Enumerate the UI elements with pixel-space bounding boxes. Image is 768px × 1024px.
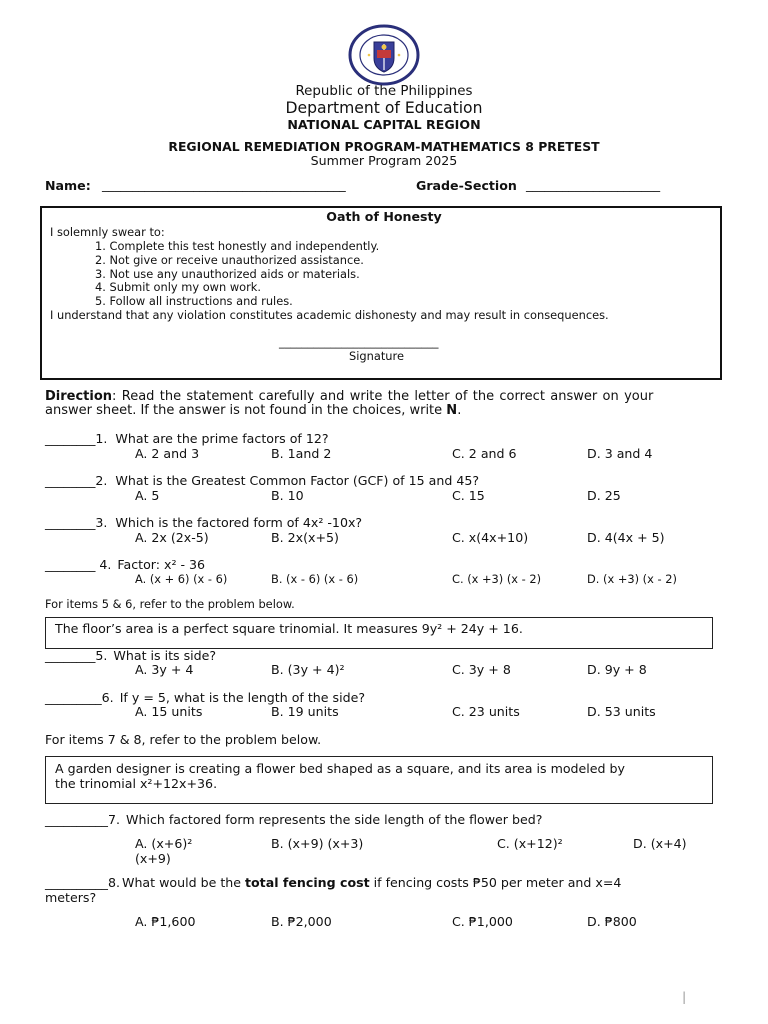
- choice-b: B. (x+9) (x+3): [271, 836, 364, 851]
- choice-b: B. (3y + 4)²: [271, 662, 345, 677]
- question-text-post: if fencing costs ₱50 per meter and x=4: [369, 875, 622, 890]
- test-title: REGIONAL REMEDIATION PROGRAM-MATHEMATICS 8 PRETEST: [168, 139, 600, 154]
- question-text: What are the prime factors of 12?: [115, 431, 329, 446]
- answer-blank[interactable]: ________5.: [45, 648, 108, 663]
- answer-blank[interactable]: ________ 4.: [45, 557, 112, 572]
- choice-a: A. 5: [135, 488, 160, 503]
- question-text: What is its side?: [113, 648, 217, 663]
- question-1: [45, 431, 329, 446]
- question-5: [45, 648, 216, 663]
- question-text-bold: total fencing cost: [245, 875, 370, 890]
- choice-b: B. (x - 6) (x - 6): [271, 572, 359, 586]
- question-text: Factor: x² - 36: [117, 557, 206, 572]
- choice-b: B. 1and 2: [271, 446, 332, 461]
- question-text-pre: What would be the: [122, 875, 245, 890]
- direction-text-2: answer sheet. If the answer is not found in the choices, write: [45, 403, 447, 418]
- question-2: [45, 473, 479, 488]
- choice-b: B. 10: [271, 488, 304, 503]
- question-6: [45, 690, 365, 705]
- refer-items-5-6: For items 5 & 6, refer to the problem below.: [45, 597, 295, 611]
- question-3: [45, 515, 362, 530]
- choice-a: A. 2 and 3: [135, 446, 200, 461]
- program-text: Summer Program 2025: [310, 153, 458, 168]
- choice-b: B. ₱2,000: [271, 914, 332, 929]
- problem-text-5-6: The floor’s area is a perfect square trinomial. It measures 9y² + 24y + 16.: [55, 621, 523, 636]
- direction-period: .: [457, 403, 462, 418]
- choice-d: D. 4(4x + 5): [587, 530, 665, 545]
- oath-item: 5. Follow all instructions and rules.: [95, 294, 293, 308]
- oath-item: 1. Complete this test honestly and independently.: [95, 239, 380, 253]
- oath-closing: I understand that any violation constitutes academic dishonesty and may result in consequences.: [50, 308, 609, 322]
- choice-c: C. (x +3) (x - 2): [452, 572, 542, 586]
- direction-n: N: [446, 403, 458, 418]
- choice-c: C. ₱1,000: [452, 914, 513, 929]
- answer-blank[interactable]: ________1.: [45, 431, 108, 446]
- choice-b: B. 19 units: [271, 704, 339, 719]
- choice-a: A. (x + 6) (x - 6): [135, 572, 228, 586]
- signature-label: Signature: [349, 349, 404, 363]
- direction-label: Direction: [45, 389, 113, 404]
- choice-d: D. 3 and 4: [587, 446, 653, 461]
- answer-blank[interactable]: _________6.: [45, 690, 114, 705]
- question-text-line-2: meters?: [45, 890, 97, 905]
- choice-d: D. (x+4): [633, 836, 687, 851]
- choice-d: D. ₱800: [587, 914, 637, 929]
- refer-items-7-8: For items 7 & 8, refer to the problem below.: [45, 732, 322, 747]
- answer-blank[interactable]: __________7.: [45, 812, 120, 827]
- question-text: What is the Greatest Common Factor (GCF) of 15 and 45?: [115, 473, 480, 488]
- question-text: If y = 5, what is the length of the side?: [119, 690, 366, 705]
- oath-item: 2. Not give or receive unauthorized assistance.: [95, 253, 364, 267]
- choice-d: D. 53 units: [587, 704, 656, 719]
- choice-b: B. 2x(x+5): [271, 530, 339, 545]
- choice-c: C. 3y + 8: [452, 662, 511, 677]
- deped-seal: [346, 24, 422, 86]
- question-8: [45, 875, 621, 890]
- name-label: Name:: [45, 178, 91, 193]
- choice-a: A. ₱1,600: [135, 914, 196, 929]
- oath-item: 3. Not use any unauthorized aids or materials.: [95, 267, 360, 281]
- choice-a-wrap: (x+9): [135, 851, 171, 866]
- choice-a: A. 3y + 4: [135, 662, 194, 677]
- signature-line[interactable]: ____________________________: [279, 335, 439, 349]
- oath-intro: I solemnly swear to:: [50, 225, 165, 239]
- problem-text-7-8-line-1: A garden designer is creating a flower bed shaped as a square, and its area is modeled by: [55, 761, 625, 776]
- choice-c: C. 23 units: [452, 704, 520, 719]
- choice-c: C. (x+12)²: [497, 836, 563, 851]
- answer-blank[interactable]: ________3.: [45, 515, 108, 530]
- direction-text-1: : Read the statement carefully and write the letter of the correct answer on your: [112, 389, 654, 404]
- choice-a: A. 2x (2x-5): [135, 530, 209, 545]
- choice-c: C. 15: [452, 488, 485, 503]
- direction-line-2: [45, 403, 461, 418]
- question-text: Which is the factored form of 4x² -10x?: [115, 515, 363, 530]
- question-7: [45, 812, 542, 827]
- oath-title: Oath of Honesty: [326, 209, 442, 224]
- question-4: [45, 557, 205, 572]
- problem-text-7-8-line-2: the trinomial x²+12x+36.: [55, 776, 218, 791]
- choice-d: D. 25: [587, 488, 621, 503]
- question-text: Which factored form represents the side length of the flower bed?: [126, 812, 543, 827]
- grade-section-label: Grade-Section: [416, 178, 517, 193]
- name-blank[interactable]: ________________________________________: [102, 178, 346, 192]
- direction-line-1: [45, 389, 653, 404]
- choice-a: A. 15 units: [135, 704, 203, 719]
- choice-d: D. (x +3) (x - 2): [587, 572, 677, 586]
- oath-item: 4. Submit only my own work.: [95, 280, 261, 294]
- answer-blank[interactable]: __________8.: [45, 875, 120, 890]
- answer-blank[interactable]: ________2.: [45, 473, 108, 488]
- grade-section-blank[interactable]: ______________________: [526, 178, 661, 192]
- region-text: NATIONAL CAPITAL REGION: [287, 117, 481, 132]
- republic-text: Republic of the Philippines: [295, 84, 473, 99]
- choice-c: C. x(4x+10): [452, 530, 529, 545]
- choice-c: C. 2 and 6: [452, 446, 517, 461]
- footer-mark: |: [682, 989, 687, 1004]
- choice-a: A. (x+6)²: [135, 836, 193, 851]
- department-text: Department of Education: [285, 99, 483, 117]
- choice-d: D. 9y + 8: [587, 662, 647, 677]
